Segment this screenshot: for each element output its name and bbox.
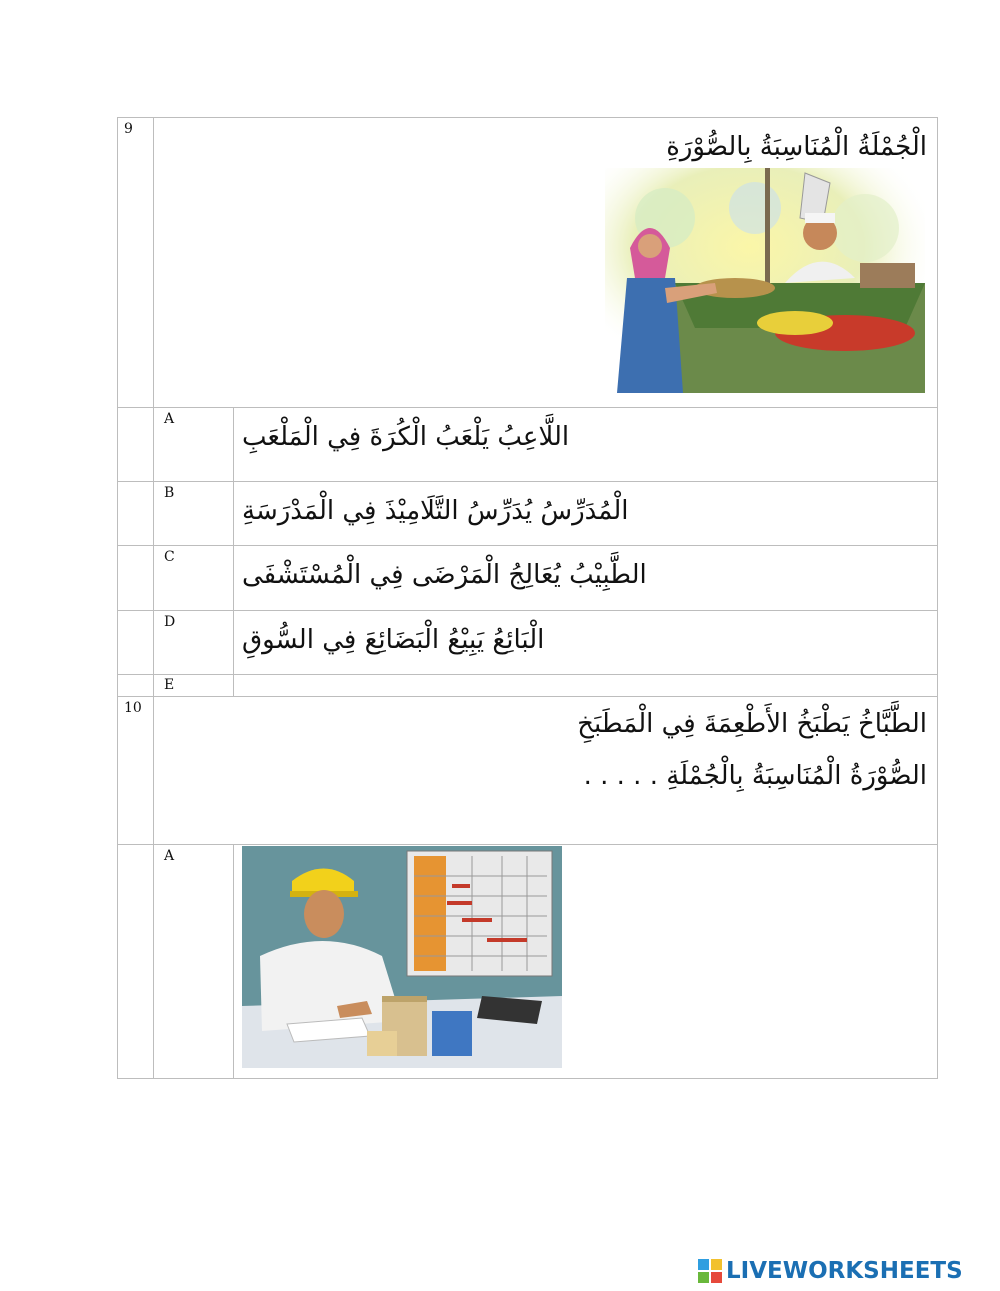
liveworksheets-logo-icon bbox=[698, 1259, 722, 1283]
option-text[interactable]: الْبَائِعُ يَبِيْعُ الْبَضَائِعَ فِي السُّوقِ bbox=[234, 611, 938, 675]
engineer-illustration[interactable] bbox=[242, 846, 562, 1068]
question-9-row bbox=[118, 118, 938, 408]
market-scene-illustration bbox=[605, 168, 925, 393]
option-letter: E bbox=[154, 675, 234, 697]
option-letter: D bbox=[154, 611, 234, 675]
worksheet bbox=[117, 117, 937, 1079]
question-9-content bbox=[154, 118, 938, 408]
option-row[interactable] bbox=[118, 408, 938, 482]
question-number: 10 bbox=[118, 697, 154, 845]
option-text[interactable]: الْمُدَرِّسُ يُدَرِّسُ التَّلَامِيْذَ فِي الْمَدْرَسَةِ bbox=[234, 482, 938, 546]
option-row[interactable] bbox=[118, 675, 938, 697]
option-letter: A bbox=[154, 845, 234, 1079]
footer-logo bbox=[698, 1257, 963, 1285]
question-sentence: الطَّبَّاخُ يَطْبَخُ الأَطْعِمَةَ فِي الْمَطَبَخِ bbox=[577, 709, 928, 739]
option-text[interactable] bbox=[234, 675, 938, 697]
option-row[interactable] bbox=[118, 845, 938, 1079]
question-number: 9 bbox=[118, 118, 154, 408]
question-prompt: الصُّوْرَةُ الْمُنَاسِبَةُ بِالْجُمْلَةِ . . . . . bbox=[583, 761, 928, 791]
option-row[interactable] bbox=[118, 482, 938, 546]
question-table bbox=[117, 117, 938, 1079]
option-text[interactable]: اللَّاعِبُ يَلْعَبُ الْكُرَةَ فِي الْمَلْعَبِ bbox=[234, 408, 938, 482]
option-image-cell[interactable] bbox=[234, 845, 938, 1079]
option-row[interactable] bbox=[118, 546, 938, 611]
question-10-content bbox=[154, 697, 938, 845]
option-text[interactable]: الطَّبِيْبُ يُعَالِجُ الْمَرْضَى فِي الْمُسْتَشْفَى bbox=[234, 546, 938, 611]
option-letter: C bbox=[154, 546, 234, 611]
option-letter: A bbox=[154, 408, 234, 482]
option-letter: B bbox=[154, 482, 234, 546]
question-prompt: الْجُمْلَةُ الْمُنَاسِبَةُ بِالصُّوْرَةِ bbox=[666, 132, 928, 162]
option-row[interactable] bbox=[118, 611, 938, 675]
brand-name: LIVEWORKSHEETS bbox=[726, 1258, 963, 1284]
question-10-row bbox=[118, 697, 938, 845]
